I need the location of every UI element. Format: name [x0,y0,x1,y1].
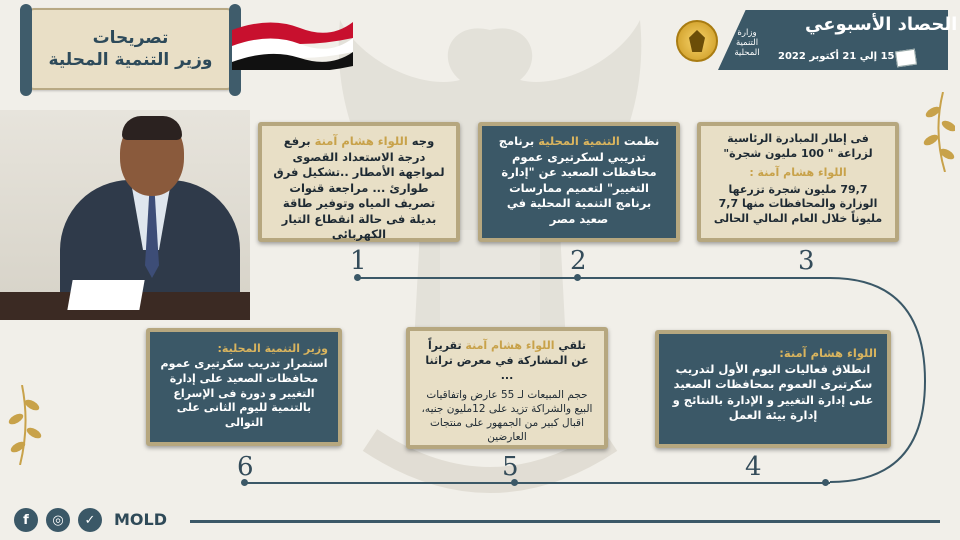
date-range: 15 إلي 21 أكتوبر 2022 [778,51,895,62]
document-icon [895,49,917,68]
instagram-icon[interactable]: ◎ [46,508,70,532]
egypt-flag-icon [230,16,355,70]
news-card-5: تلقي اللواء هشام آمنة تقريراً عن المشاركة في معرض تراثنا ... حجم المبيعات لـ 55 عارض واتفاقيات البيع والشراكة تزيد على 12مليون جنيه، اقبال كبير من الجمهور على منتجات العارضين [406,327,608,449]
timeline-line-top [358,277,830,279]
card-text: 79,7 مليون شجرة تزرعها الوزارة والمحافظات منها 7,7 مليوناً خلال العام المالي الحالى [713,182,883,226]
step-number-4: 4 [745,452,762,482]
step-number-1: 1 [350,246,367,276]
minister-photo [0,110,250,320]
step-number-6: 6 [237,452,254,482]
timeline-dot [822,479,829,486]
scroll-line-2: وزير التنمية المحلية [48,50,213,70]
leaf-decoration-icon [915,92,955,172]
ministry-emblem-icon [676,20,718,62]
card-highlight: اللواء هشام آمنة : [749,165,847,179]
card-title: فى إطار المبادرة الرئاسية لزراعة " 100 مليون شجرة" [723,132,873,160]
news-card-3 [697,122,899,242]
step-number-3: 3 [798,246,815,276]
facebook-icon[interactable]: f [14,508,38,532]
step-number-2: 2 [570,246,587,276]
card-highlight: اللواء هشام آمنة [314,134,408,148]
news-card-2: نظمت التنمية المحلية برنامج تدريبي لسكرتيرى عموم محافظات الصعيد عن "إدارة التغيير" لتعميم ممارسات برنامج التنمية المحلية في صعيد مصر [478,122,680,242]
timeline-line-bottom [245,482,830,484]
brand-label: MOLD [114,510,167,529]
card-highlight: التنمية المحلية [538,134,620,148]
leaf-decoration-icon [8,385,48,465]
card-text: برنامج تدريبي لسكرتيرى عموم محافظات الصعيد عن "إدارة التغيير" لتعميم ممارسات برنامج التنمية المحلية في صعيد مصر [498,134,657,226]
twitter-icon[interactable]: ✓ [78,508,102,532]
card-highlight: وزير التنمية المحلية: [217,342,328,355]
card-highlight: اللواء هشام آمنة: [779,346,877,360]
step-number-5: 5 [502,452,519,482]
statements-scroll [28,8,233,90]
page-title: الحصاد الأسبوعي [805,14,958,35]
card-highlight: اللواء هشام آمنة [465,339,555,352]
card-text: استمرار تدريب سكرتيرى عموم محافظات الصعيد على إدارة التغيير و دورة فى الإسراع بالتنمية لليوم الثانى على التوالى [160,356,328,430]
scroll-line-1: تصريحات [92,27,169,48]
card-subtext: حجم المبيعات لـ 55 عارض واتفاقيات البيع والشراكة تزيد على 12مليون جنيه، اقبال كبير من الجمهور على منتجات العارضين [421,388,593,444]
card-text: برفع درجة الاستعداد القصوى لمواجهة الأمطار ..تشكيل فرق طوارئ ... مراجعة قنوات تصريف المياه وتوفير طاقة بديلة فى حالة انقطاع التيار الكهربائى [273,134,445,242]
news-card-1: وجه اللواء هشام آمنة برفع درجة الاستعداد القصوى لمواجهة الأمطار ..تشكيل فرق طوارئ ... مراجعة قنوات تصريف المياه وتوفير طاقة بديلة فى حالة انقطاع التيار الكهربائى [258,122,460,242]
news-card-6 [146,328,342,446]
card-text: انطلاق فعاليات اليوم الأول لتدريب سكرتيرى العموم بمحافظات الصعيد على إدارة التغيير و الإدارة بالنتائج و إدارة بيئة العمل [672,361,874,423]
news-card-4 [655,330,891,448]
ministry-label: وزارة التنمية المحلية [734,28,760,58]
footer-divider [190,520,940,523]
card-text: تقريراً عن المشاركة في معرض تراثنا ... [425,339,589,382]
